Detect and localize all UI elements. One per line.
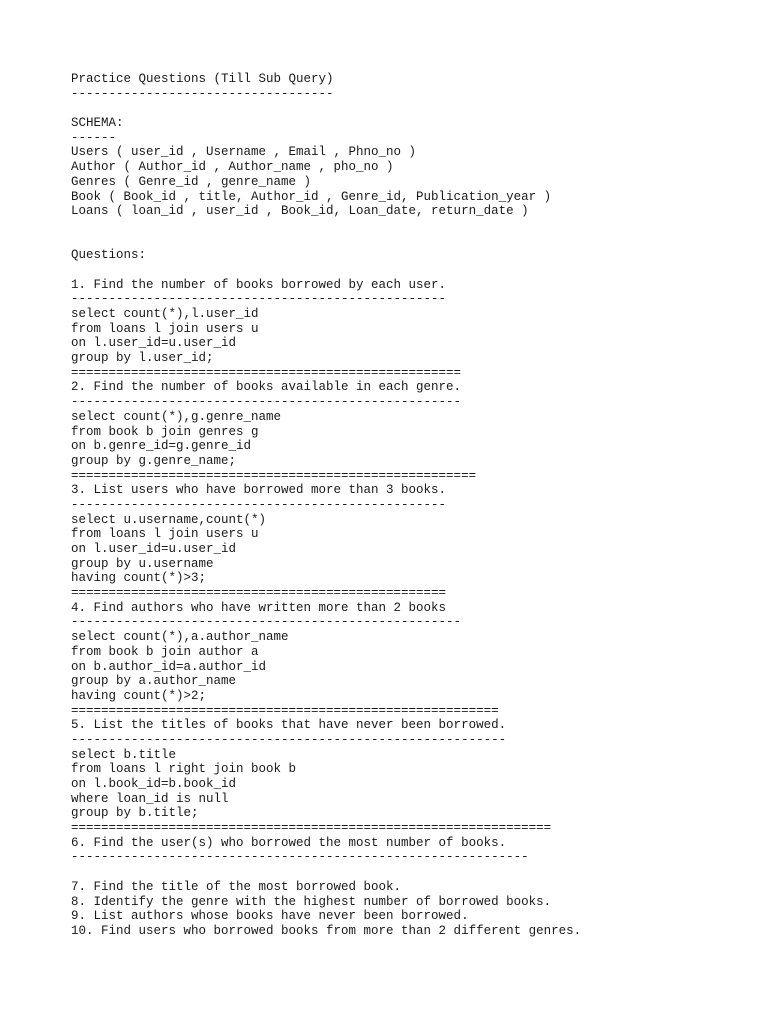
document-line: Loans ( loan_id , user_id , Book_id, Loan_date, return_date ): [71, 204, 529, 219]
document-line: 2. Find the number of books available in each genre.: [71, 380, 462, 395]
document-line: 4. Find authors who have written more than 2 books: [71, 600, 447, 615]
document-line: Author ( Author_id , Author_name , pho_no ): [71, 160, 394, 175]
document-line: from book b join genres g: [71, 424, 259, 439]
document-line: ------: [71, 130, 117, 145]
document-line: group by a.author_name: [71, 674, 237, 689]
document-line: [71, 219, 751, 234]
document-line: 7. Find the title of the most borrowed book.: [71, 879, 402, 894]
document-line: select count(*),l.user_id: [71, 307, 259, 321]
document-line: 1. Find the number of books borrowed by each user.: [71, 277, 447, 292]
document-line: =========================================================: [71, 703, 499, 718]
document-line: --------------------------------------------------: [71, 497, 447, 512]
document-line: select count(*),g.genre_name: [71, 409, 282, 424]
document-line: from loans l join users u: [71, 527, 259, 542]
document-line: 3. List users who have borrowed more than 3 books.: [71, 483, 447, 498]
document-line: ======================================================: [71, 468, 477, 483]
document-line: [71, 234, 751, 249]
document-line: select u.username,count(*): [71, 512, 267, 527]
document-line: Book ( Book_id , title, Author_id , Genre_id, Publication_year ): [71, 189, 552, 204]
document-line: on l.user_id=u.user_id: [71, 336, 237, 351]
document-line: Users ( user_id , Username , Email , Phno_no ): [71, 145, 417, 160]
document-line: 8. Identify the genre with the highest number of borrowed books.: [71, 894, 552, 909]
document-line: from loans l join users u: [71, 321, 259, 336]
document-line: 10. Find users who borrowed books from more than 2 different genres.: [71, 923, 582, 938]
document-line: group by l.user_id;: [71, 351, 214, 366]
document-line: on b.genre_id=g.genre_id: [71, 439, 252, 454]
document-line: -------------------------------------------------------------: [71, 850, 529, 865]
document-line: 9. List authors whose books have never been borrowed.: [71, 909, 469, 924]
document-line: from loans l right join book b: [71, 762, 297, 777]
document-line: on l.book_id=b.book_id: [71, 777, 237, 791]
document-line: Practice Questions (Till Sub Query): [71, 72, 334, 86]
document-text: [71, 72, 751, 939]
document-line: group by u.username: [71, 556, 214, 571]
document-line: ====================================================: [71, 365, 462, 380]
document-line: ----------------------------------------------------: [71, 615, 462, 630]
document-line: ----------------------------------------------------: [71, 395, 462, 410]
document-line: select count(*),a.author_name: [71, 630, 289, 645]
document-line: Questions:: [71, 248, 147, 263]
document-line: select b.title: [71, 747, 177, 762]
document-line: ================================================================: [71, 821, 552, 836]
document-line: having count(*)>3;: [71, 571, 207, 586]
document-line: group by g.genre_name;: [71, 453, 237, 468]
document-line: ==================================================: [71, 586, 447, 601]
document-line: SCHEMA:: [71, 116, 124, 131]
document-line: Genres ( Genre_id , genre_name ): [71, 174, 312, 189]
document-line: from book b join author a: [71, 644, 259, 659]
document-line: ----------------------------------------------------------: [71, 732, 507, 747]
document-line: on l.user_id=u.user_id: [71, 542, 237, 556]
document-line: -----------------------------------: [71, 86, 334, 101]
document-line: [71, 101, 751, 116]
document-line: 6. Find the user(s) who borrowed the most number of books.: [71, 835, 507, 850]
document-line: having count(*)>2;: [71, 688, 207, 703]
document-line: --------------------------------------------------: [71, 292, 447, 307]
document-line: 5. List the titles of books that have never been borrowed.: [71, 718, 507, 733]
document-line: group by b.title;: [71, 806, 199, 821]
document-line: [71, 865, 751, 880]
document-line: [71, 263, 751, 278]
document-line: on b.author_id=a.author_id: [71, 659, 267, 674]
document-line: where loan_id is null: [71, 791, 229, 806]
